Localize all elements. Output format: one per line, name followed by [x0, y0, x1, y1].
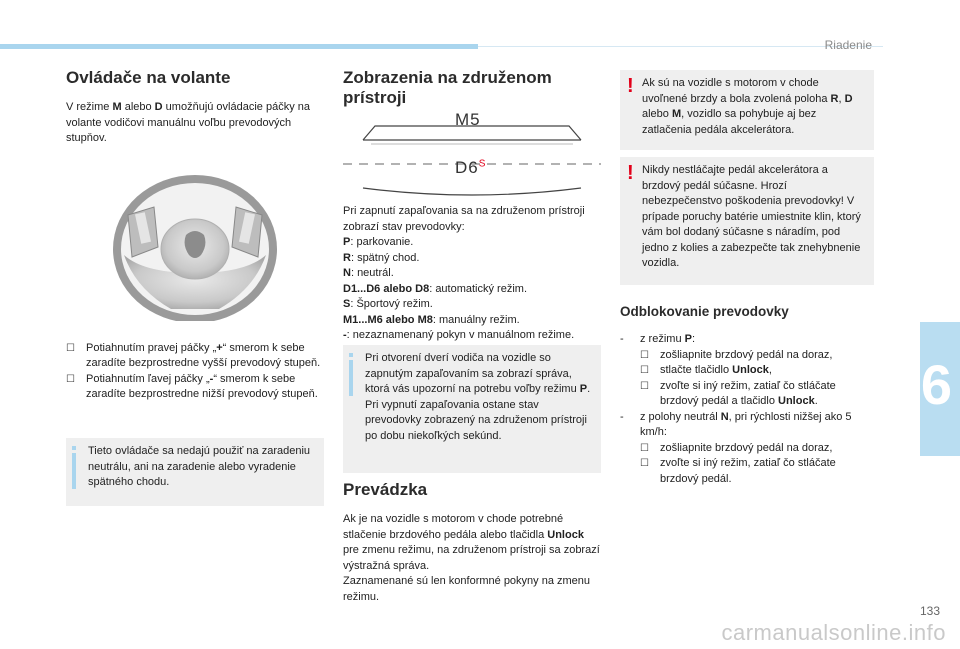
heading-display: Zobrazenia na združenom prístroji — [343, 68, 552, 107]
info-note-steering — [66, 438, 324, 506]
list-item — [343, 313, 601, 329]
text: Ak sú na vozidle s motorom v chode uvoľnené brzdy a bola zvolená poloha — [642, 77, 831, 105]
unlock-key: Unlock — [778, 395, 815, 407]
chapter-number: 6 — [920, 353, 952, 416]
check-arrow-icon: ☐ — [640, 442, 649, 454]
list-item — [343, 251, 601, 267]
header-divider — [478, 46, 883, 47]
warning-icon: ! — [627, 75, 634, 97]
heading-operation: Prevádzka — [343, 480, 428, 499]
text: zošliapnite brzdový pedál na doraz, — [660, 441, 833, 454]
text: zošliapnite brzdový pedál na doraz, — [660, 348, 833, 361]
state-text: : spätný chod. — [350, 251, 420, 264]
warning-note-pedals — [620, 157, 874, 285]
sub-steps-p — [640, 348, 875, 410]
sub-steps-n — [640, 441, 875, 488]
list-item — [343, 266, 601, 282]
header-accent-bar — [0, 44, 478, 49]
info-icon — [349, 353, 353, 397]
text: alebo — [121, 101, 155, 113]
warning-note-brakes — [620, 70, 874, 150]
paddle-key: + — [216, 341, 223, 354]
section-unlock — [620, 303, 875, 487]
check-arrow-icon: ☐ — [66, 342, 75, 354]
state-key: D1...D6 alebo D8 — [343, 282, 430, 295]
dash-bullet: - — [620, 410, 624, 423]
text: zvoľte si iný režim, zatiaľ čo stláčate brzdový pedál a tlačidlo — [660, 379, 836, 407]
text: . — [814, 395, 818, 407]
list-item — [620, 332, 875, 410]
warning-icon: ! — [627, 162, 634, 184]
text: . — [587, 383, 591, 395]
text: stlačte tlačidlo — [660, 364, 733, 376]
unlock-key: Unlock — [547, 528, 584, 541]
list-item — [640, 363, 875, 379]
list-item — [343, 297, 601, 313]
text: z polohy neutrál — [640, 410, 721, 423]
mode-key: M — [671, 108, 682, 120]
paddle-list — [66, 341, 324, 403]
section-title: Riadenie — [824, 38, 872, 52]
text: zvoľte si iný režim, zatiaľ čo stláčate brzdový pedál. — [660, 457, 836, 485]
list-item — [640, 379, 875, 410]
section-operation — [343, 480, 601, 605]
list-item — [343, 328, 601, 344]
mode-key: N — [720, 410, 729, 423]
column-display — [343, 60, 601, 344]
heading-steering-controls: Ovládače na volante — [66, 68, 231, 87]
list-item — [66, 341, 324, 372]
list-item — [620, 410, 875, 488]
note-text: Pri vypnutí zapaľovania ostane stav prevodovky zobrazený na združenom prístroji po dobu niekoľkých sekúnd. — [365, 398, 587, 442]
state-key: - — [343, 329, 347, 341]
state-key: R — [343, 251, 351, 264]
state-text: : parkovanie. — [350, 236, 414, 248]
text: Ak je na vozidle s motorom v chode potrebné stlačenie brzdového pedála alebo tlačidla — [343, 513, 564, 541]
paragraph-display-intro: Pri zapnutí zapaľovania sa na združenom prístroji zobrazí stav prevodovky: — [343, 205, 585, 233]
dash-bullet: - — [620, 333, 624, 345]
text: Pri otvorení dverí vodiča na vozidle so zapnutým zapaľovaním sa zobrazí správa, ktorá vás upozorní na potrebu voľby režimu — [365, 352, 580, 395]
list-item — [343, 235, 601, 251]
list-item — [640, 441, 875, 457]
mode-key: D — [844, 92, 853, 105]
check-arrow-icon: ☐ — [640, 365, 649, 376]
note-text: Tieto ovládače sa nedajú použiť na zaradeniu neutrálu, ani na zaradenie alebo vyradenie spätného chodu. — [88, 445, 311, 488]
display-gear-value: D6 — [455, 158, 479, 177]
check-arrow-icon: ☐ — [640, 458, 649, 469]
display-gear-top: M5 — [455, 110, 481, 129]
paragraph-intro — [66, 100, 324, 147]
text: V režime — [66, 101, 113, 113]
text: , vozidlo sa pohybuje aj bez zatlačenia pedála akcelerátora. — [642, 108, 817, 136]
text: z režimu — [640, 333, 685, 345]
text: alebo — [642, 108, 672, 120]
text: : — [691, 333, 696, 345]
unlock-key: Unlock — [732, 364, 769, 376]
state-text: : manuálny režim. — [432, 313, 520, 326]
state-key: S — [343, 298, 351, 310]
state-key: P — [343, 236, 351, 248]
unlock-steps — [620, 332, 875, 487]
column-steering-controls — [66, 60, 324, 403]
check-arrow-icon: ☐ — [66, 373, 75, 385]
state-text: : Športový režim. — [350, 298, 433, 310]
check-arrow-icon: ☐ — [640, 349, 649, 361]
note-text — [365, 351, 593, 398]
text: , — [838, 92, 845, 105]
text: Potiahnutím ľavej páčky „ — [86, 372, 210, 385]
state-key: M1...M6 alebo M8 — [343, 313, 433, 326]
gear-state-list — [343, 235, 601, 344]
state-text: : nezaznamenaný pokyn v manuálnom režime. — [346, 329, 575, 341]
mode-key: P — [684, 333, 692, 345]
text: pre zmenu režimu, na združenom prístroji sa zobrazí výstražná správa. — [343, 544, 600, 572]
display-gear-bottom — [455, 158, 486, 178]
text: umožňujú ovládacie páčky na volante vodičovi manuálnu voľbu prevodových stupňov. — [66, 101, 310, 144]
note-text: Nikdy nestláčajte pedál akcelerátora a brzdový pedál súčasne. Hrozí nebezpečenstvo poškodenia prevodovky! V prípade poruchy batérie umiestnite klin, ktorý vám bol dodaný súčasne s náradím, pod jedno z kolies a zabezpečte tak znehybnenie vozidla. — [642, 164, 861, 269]
state-key: N — [343, 267, 351, 279]
text: Potiahnutím pravej páčky „ — [86, 341, 217, 354]
info-note-display — [343, 345, 601, 473]
list-item — [640, 348, 875, 364]
list-item — [343, 282, 601, 298]
mode-key: D — [154, 101, 163, 113]
info-icon — [72, 446, 76, 490]
text: , — [768, 364, 772, 376]
state-text: : automatický režim. — [429, 282, 528, 295]
paragraph-operation-2: Zaznamenané sú len konformné pokyny na zmenu režimu. — [343, 575, 591, 603]
paragraph-operation — [343, 512, 601, 574]
note-text — [642, 76, 866, 138]
mode-key: P — [579, 383, 588, 395]
check-arrow-icon: ☐ — [640, 380, 649, 392]
heading-unlock: Odblokovanie prevodovky — [620, 304, 789, 319]
text: “ smerom k sebe zaradíte bezprostredne vyšší prevodový stupeň. — [86, 341, 321, 369]
state-text: : neutrál. — [350, 267, 394, 279]
watermark: carmanualsonline.info — [721, 620, 946, 645]
page-number: 133 — [919, 604, 940, 618]
mode-key: M — [112, 101, 122, 113]
paddle-key: - — [209, 372, 214, 385]
list-item — [640, 456, 875, 487]
sport-indicator: S — [478, 158, 487, 170]
mode-key: R — [830, 92, 839, 105]
list-item — [66, 372, 324, 403]
steering-wheel-illustration — [66, 169, 324, 321]
text: “ smerom k sebe zaradíte bezprostredne nižší prevodový stupeň. — [86, 372, 318, 400]
cluster-display-underline — [343, 184, 601, 204]
text: , pri rýchlosti nižšej ako 5 km/h: — [640, 410, 852, 438]
